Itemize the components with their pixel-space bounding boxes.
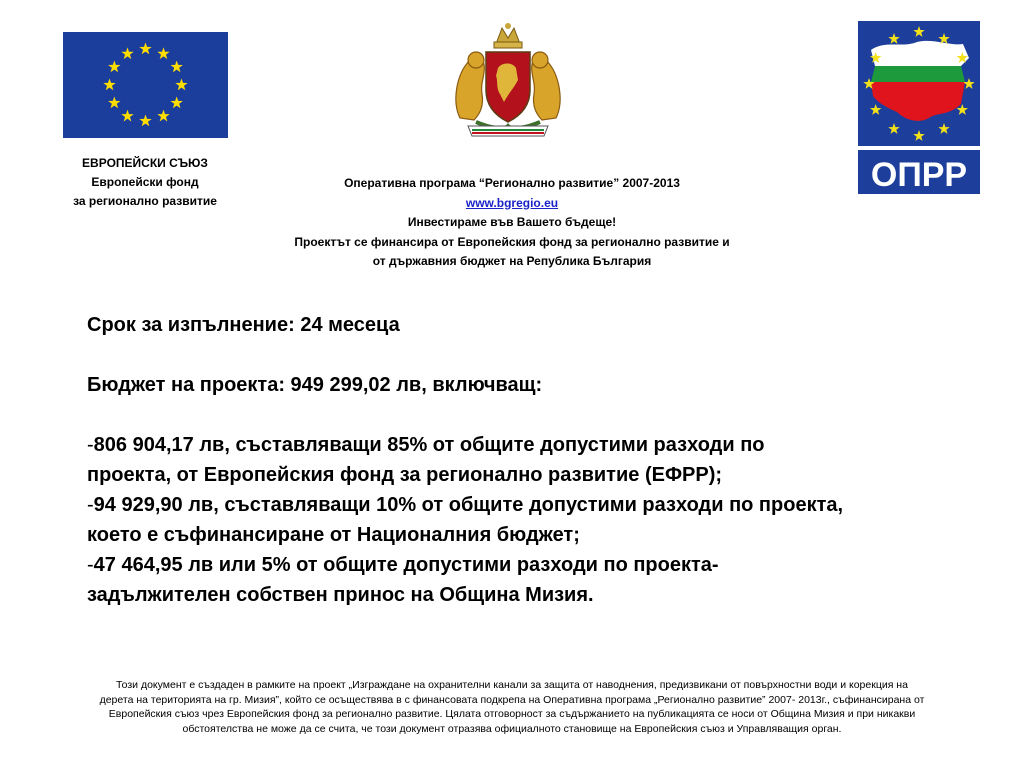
budget-item-line1: 94 929,90 лв, съставляващи 10% от общите допустими разходи по проекта, bbox=[93, 494, 844, 516]
budget-item bbox=[87, 430, 957, 460]
budget-item-line2: проекта, от Европейския фонд за регионално развитие (ЕФРР); bbox=[87, 464, 723, 486]
budget-item-line2: което е съфинансиране от Националния бюджет; bbox=[87, 524, 580, 546]
list-dash: - bbox=[87, 554, 94, 576]
footer-line1: Този документ е създаден в рамките на проект „Изграждане на охранителни канали за защита от наводнения, предизвикани от повърхностни води и корекция на bbox=[116, 679, 908, 691]
program-slogan: Инвестираме във Вашето бъдеще! bbox=[407, 215, 617, 229]
oprr-logo-text: ОПРР bbox=[870, 156, 968, 194]
program-info bbox=[232, 174, 792, 272]
bgregio-link[interactable]: www.bgregio.eu bbox=[465, 195, 559, 210]
list-dash: - bbox=[87, 434, 94, 456]
footer-line4: обстоятелства не може да се счита, че този документ отразява официалното становище на Европейския съюз и Управляващия орган. bbox=[182, 722, 842, 735]
project-budget: Бюджет на проекта: 949 299,02 лв, включващ: bbox=[87, 374, 543, 396]
financing-line2: от държавния бюджет на Република България bbox=[372, 254, 652, 268]
program-title: Оперативна програма “Регионално развитие” 2007-2013 bbox=[344, 176, 680, 190]
project-duration: Срок за изпълнение: 24 месеца bbox=[87, 314, 400, 336]
list-dash: - bbox=[87, 494, 94, 516]
budget-item bbox=[87, 550, 957, 580]
eu-caption-line2: Европейски фонд bbox=[91, 175, 199, 189]
footer-line2: дерета на територията на гр. Мизия”, който се осъществява в с финансовата подкрепа на Оперативна програма „Регионално развитие” 2007- 2013г., съфинансирана от bbox=[99, 693, 925, 706]
eu-fund-caption bbox=[40, 154, 250, 211]
footer-line3: Европейския съюз чрез Европейския фонд за регионално развитие. Цялата отговорност за съдържанието на публикацията се носи от Община Мизия и при никакви bbox=[108, 708, 916, 720]
footer-disclaimer bbox=[10, 678, 1014, 736]
budget-item-line2: задължителен собствен принос на Община Мизия. bbox=[87, 584, 594, 606]
budget-item bbox=[87, 490, 957, 520]
eu-flag-logo bbox=[63, 32, 228, 138]
eu-caption-line1: ЕВРОПЕЙСКИ СЪЮЗ bbox=[82, 156, 208, 170]
budget-item-line1: 47 464,95 лв или 5% от общите допустими разходи по проекта- bbox=[93, 554, 719, 576]
financing-line1: Проектът се финансира от Европейския фонд за регионално развитие и bbox=[294, 234, 730, 249]
oprr-logo bbox=[857, 20, 981, 195]
bulgarian-coat-of-arms-logo bbox=[446, 22, 570, 140]
budget-item-line1: 806 904,17 лв, съставляващи 85% от общите допустими разходи по bbox=[93, 434, 765, 456]
eu-caption-line3: за регионално развитие bbox=[73, 194, 217, 208]
project-details bbox=[87, 310, 957, 610]
